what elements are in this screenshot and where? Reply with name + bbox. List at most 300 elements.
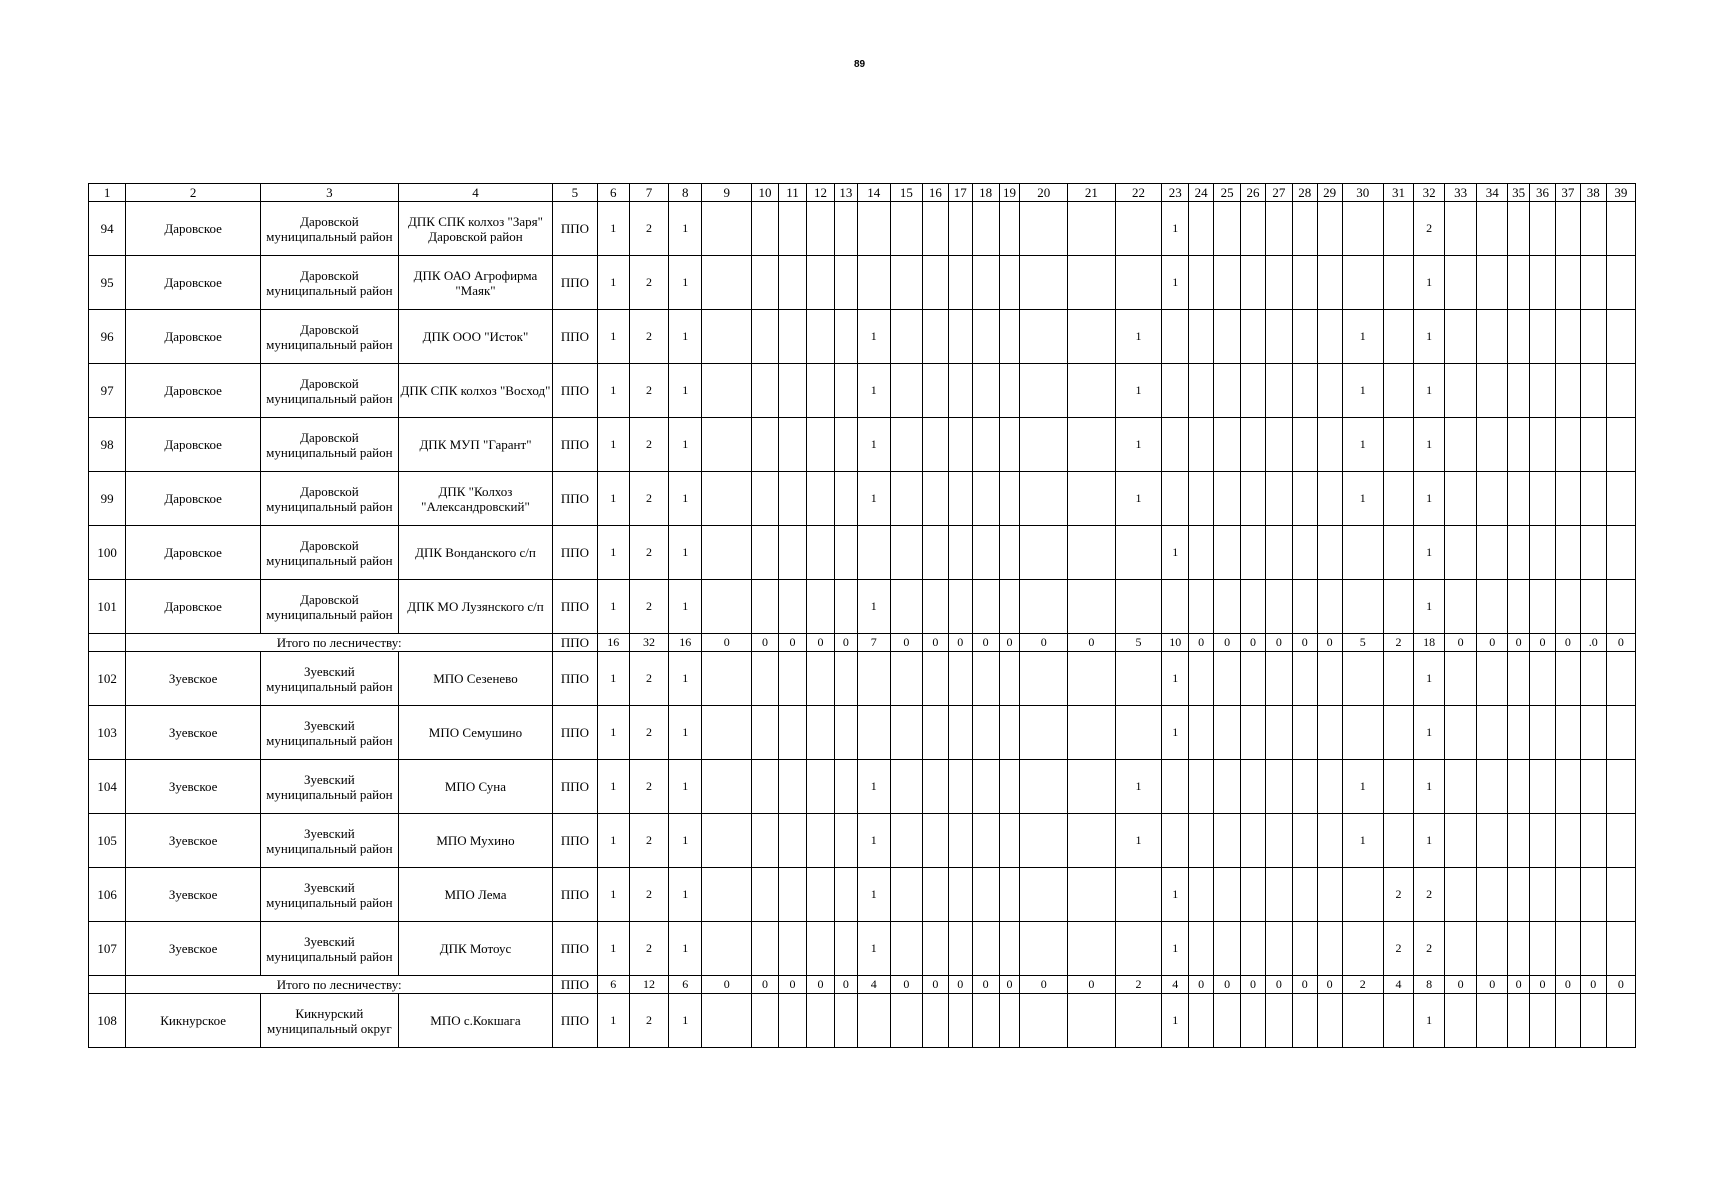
value-cell-col-8: 1 [669,364,702,418]
value-cell-col-24 [1189,580,1214,634]
district-cell: Даровской муниципальный район [260,364,398,418]
type-cell: ППО [553,922,598,976]
value-cell-col-7: 2 [629,202,668,256]
value-cell-col-30 [1342,580,1383,634]
value-cell-col-32: 1 [1414,364,1445,418]
value-cell-col-39 [1606,706,1635,760]
value-cell-col-27 [1265,526,1292,580]
total-value-cell-col-11: 0 [779,634,807,652]
type-cell: ППО [553,868,598,922]
value-cell-col-33 [1445,202,1477,256]
value-cell-col-16 [922,202,948,256]
value-cell-col-39 [1606,526,1635,580]
value-cell-col-7: 2 [629,814,668,868]
total-value-cell-col-32: 8 [1414,976,1445,994]
district-cell: Зуевский муниципальный район [260,706,398,760]
total-value-cell-col-26: 0 [1241,976,1266,994]
type-cell: ППО [553,418,598,472]
value-cell-col-13 [834,814,857,868]
column-header-12: 12 [806,184,834,202]
value-cell-col-9 [702,418,752,472]
value-cell-col-32: 1 [1414,310,1445,364]
value-cell-col-21 [1068,364,1116,418]
value-cell-col-9 [702,580,752,634]
value-cell-col-12 [806,526,834,580]
value-cell-col-27 [1265,706,1292,760]
value-cell-col-12 [806,706,834,760]
total-value-cell-col-14: 7 [857,634,890,652]
value-cell-col-30 [1342,526,1383,580]
type-cell: ППО [553,202,598,256]
value-cell-col-10 [752,364,779,418]
value-cell-col-18 [972,994,999,1048]
value-cell-col-19 [999,364,1020,418]
value-cell-col-11 [779,706,807,760]
value-cell-col-27 [1265,760,1292,814]
forestry-cell: Зуевское [126,814,261,868]
value-cell-col-36 [1530,652,1556,706]
value-cell-col-24 [1189,922,1214,976]
type-cell: ППО [553,364,598,418]
value-cell-col-18 [972,706,999,760]
total-value-cell-col-23: 10 [1162,634,1189,652]
value-cell-col-27 [1265,256,1292,310]
value-cell-col-24 [1189,994,1214,1048]
organization-cell: МПО с.Кокшага [398,994,552,1048]
value-cell-col-18 [972,202,999,256]
value-cell-col-25 [1214,580,1241,634]
value-cell-col-39 [1606,760,1635,814]
value-cell-col-27 [1265,652,1292,706]
value-cell-col-10 [752,814,779,868]
value-cell-col-18 [972,922,999,976]
forestry-cell: Даровское [126,418,261,472]
value-cell-col-25 [1214,706,1241,760]
value-cell-col-15 [890,364,922,418]
column-header-35: 35 [1508,184,1530,202]
value-cell-col-13 [834,580,857,634]
table-row [89,706,1636,760]
value-cell-col-21 [1068,706,1116,760]
value-cell-col-28 [1292,526,1317,580]
value-cell-col-31 [1383,526,1413,580]
district-cell: Даровской муниципальный район [260,310,398,364]
value-cell-col-36 [1530,418,1556,472]
value-cell-col-7: 2 [629,652,668,706]
column-header-33: 33 [1445,184,1477,202]
value-cell-col-6: 1 [597,814,629,868]
district-cell: Зуевский муниципальный район [260,814,398,868]
value-cell-col-24 [1189,760,1214,814]
column-header-31: 31 [1383,184,1413,202]
value-cell-col-17 [948,526,972,580]
value-cell-col-9 [702,994,752,1048]
forestry-cell: Зуевское [126,760,261,814]
value-cell-col-30 [1342,922,1383,976]
value-cell-col-8: 1 [669,994,702,1048]
value-cell-col-23: 1 [1162,922,1189,976]
value-cell-col-6: 1 [597,760,629,814]
value-cell-col-17 [948,706,972,760]
value-cell-col-32: 2 [1414,922,1445,976]
total-value-cell-col-21: 0 [1068,634,1116,652]
column-header-9: 9 [702,184,752,202]
value-cell-col-24 [1189,472,1214,526]
value-cell-col-17 [948,652,972,706]
total-value-cell-col-7: 12 [629,976,668,994]
total-value-cell-col-6: 16 [597,634,629,652]
value-cell-col-6: 1 [597,994,629,1048]
value-cell-col-16 [922,418,948,472]
value-cell-col-22 [1115,580,1162,634]
value-cell-col-23: 1 [1162,868,1189,922]
value-cell-col-20 [1020,760,1068,814]
value-cell-col-31 [1383,652,1413,706]
value-cell-col-6: 1 [597,256,629,310]
value-cell-col-19 [999,256,1020,310]
value-cell-col-13 [834,202,857,256]
value-cell-col-30 [1342,202,1383,256]
value-cell-col-35 [1508,256,1530,310]
column-header-20: 20 [1020,184,1068,202]
total-value-cell-col-36: 0 [1530,634,1556,652]
value-cell-col-21 [1068,760,1116,814]
value-cell-col-13 [834,994,857,1048]
value-cell-col-7: 2 [629,760,668,814]
value-cell-col-25 [1214,310,1241,364]
column-header-26: 26 [1241,184,1266,202]
value-cell-col-28 [1292,418,1317,472]
value-cell-col-29 [1317,760,1342,814]
value-cell-col-14: 1 [857,310,890,364]
value-cell-col-25 [1214,364,1241,418]
value-cell-col-30 [1342,994,1383,1048]
total-value-cell-col-39: 0 [1606,634,1635,652]
value-cell-col-28 [1292,868,1317,922]
value-cell-col-34 [1477,868,1508,922]
value-cell-col-37 [1555,814,1580,868]
value-cell-col-31 [1383,256,1413,310]
row-number-cell: 108 [89,994,126,1048]
forestry-cell: Зуевское [126,922,261,976]
value-cell-col-9 [702,526,752,580]
value-cell-col-25 [1214,202,1241,256]
forestry-cell: Зуевское [126,706,261,760]
value-cell-col-11 [779,760,807,814]
value-cell-col-20 [1020,580,1068,634]
total-value-cell-col-19: 0 [999,634,1020,652]
value-cell-col-26 [1241,814,1266,868]
value-cell-col-23 [1162,580,1189,634]
value-cell-col-22: 1 [1115,418,1162,472]
row-number-cell: 107 [89,922,126,976]
page-number: 89 [853,59,866,70]
value-cell-col-20 [1020,868,1068,922]
column-header-29: 29 [1317,184,1342,202]
total-value-cell-col-33: 0 [1445,634,1477,652]
value-cell-col-23: 1 [1162,652,1189,706]
value-cell-col-20 [1020,814,1068,868]
value-cell-col-10 [752,310,779,364]
value-cell-col-19 [999,652,1020,706]
row-number-cell: 94 [89,202,126,256]
value-cell-col-35 [1508,202,1530,256]
value-cell-col-16 [922,580,948,634]
value-cell-col-18 [972,256,999,310]
value-cell-col-36 [1530,814,1556,868]
value-cell-col-25 [1214,526,1241,580]
value-cell-col-32: 1 [1414,760,1445,814]
value-cell-col-13 [834,868,857,922]
value-cell-col-21 [1068,922,1116,976]
row-number-cell: 105 [89,814,126,868]
table-row [89,814,1636,868]
value-cell-col-33 [1445,814,1477,868]
value-cell-col-25 [1214,994,1241,1048]
value-cell-col-16 [922,706,948,760]
organization-cell: ДПК СПК колхоз "Заря" Даровской район [398,202,552,256]
value-cell-col-24 [1189,256,1214,310]
column-header-32: 32 [1414,184,1445,202]
value-cell-col-17 [948,922,972,976]
value-cell-col-21 [1068,472,1116,526]
total-value-cell-col-39: 0 [1606,976,1635,994]
value-cell-col-9 [702,256,752,310]
column-header-11: 11 [779,184,807,202]
table-row [89,418,1636,472]
value-cell-col-6: 1 [597,202,629,256]
value-cell-col-33 [1445,526,1477,580]
value-cell-col-17 [948,472,972,526]
value-cell-col-26 [1241,472,1266,526]
value-cell-col-37 [1555,364,1580,418]
value-cell-col-6: 1 [597,472,629,526]
value-cell-col-39 [1606,652,1635,706]
value-cell-col-21 [1068,580,1116,634]
value-cell-col-37 [1555,472,1580,526]
value-cell-col-33 [1445,418,1477,472]
total-value-cell-col-12: 0 [806,976,834,994]
value-cell-col-23: 1 [1162,706,1189,760]
value-cell-col-19 [999,814,1020,868]
value-cell-col-35 [1508,418,1530,472]
value-cell-col-26 [1241,922,1266,976]
total-type-cell: ППО [553,634,598,652]
value-cell-col-13 [834,418,857,472]
value-cell-col-39 [1606,994,1635,1048]
value-cell-col-39 [1606,310,1635,364]
column-header-23: 23 [1162,184,1189,202]
column-header-21: 21 [1068,184,1116,202]
value-cell-col-17 [948,580,972,634]
value-cell-col-12 [806,922,834,976]
value-cell-col-14: 1 [857,868,890,922]
district-cell: Даровской муниципальный район [260,526,398,580]
value-cell-col-35 [1508,364,1530,418]
value-cell-col-7: 2 [629,310,668,364]
value-cell-col-10 [752,868,779,922]
value-cell-col-30: 1 [1342,814,1383,868]
value-cell-col-6: 1 [597,652,629,706]
forestry-total-row [89,634,1636,652]
value-cell-col-19 [999,310,1020,364]
value-cell-col-20 [1020,418,1068,472]
value-cell-col-8: 1 [669,706,702,760]
value-cell-col-18 [972,310,999,364]
total-value-cell-col-17: 0 [948,634,972,652]
row-number-cell: 98 [89,418,126,472]
column-header-1: 1 [89,184,126,202]
value-cell-col-39 [1606,256,1635,310]
value-cell-col-30: 1 [1342,310,1383,364]
value-cell-col-25 [1214,418,1241,472]
total-value-cell-col-7: 32 [629,634,668,652]
value-cell-col-12 [806,814,834,868]
value-cell-col-18 [972,868,999,922]
organization-cell: ДПК "Колхоз "Александровский" [398,472,552,526]
value-cell-col-35 [1508,310,1530,364]
total-value-cell-col-38: .0 [1580,634,1606,652]
value-cell-col-7: 2 [629,922,668,976]
type-cell: ППО [553,994,598,1048]
total-value-cell-col-34: 0 [1477,634,1508,652]
total-value-cell-col-24: 0 [1189,634,1214,652]
forestry-cell: Даровское [126,580,261,634]
total-value-cell-col-38: 0 [1580,976,1606,994]
value-cell-col-36 [1530,760,1556,814]
value-cell-col-6: 1 [597,364,629,418]
value-cell-col-23 [1162,760,1189,814]
value-cell-col-18 [972,760,999,814]
value-cell-col-6: 1 [597,310,629,364]
value-cell-col-29 [1317,868,1342,922]
value-cell-col-7: 2 [629,418,668,472]
row-number-cell: 97 [89,364,126,418]
value-cell-col-25 [1214,652,1241,706]
organization-cell: МПО Семушино [398,706,552,760]
value-cell-col-38 [1580,418,1606,472]
value-cell-col-15 [890,418,922,472]
value-cell-col-27 [1265,202,1292,256]
total-value-cell-col-16: 0 [922,634,948,652]
value-cell-col-37 [1555,526,1580,580]
total-value-cell-col-18: 0 [972,976,999,994]
value-cell-col-14 [857,706,890,760]
value-cell-col-6: 1 [597,526,629,580]
value-cell-col-23 [1162,814,1189,868]
value-cell-col-33 [1445,652,1477,706]
total-value-cell-col-23: 4 [1162,976,1189,994]
value-cell-col-16 [922,364,948,418]
value-cell-col-7: 2 [629,364,668,418]
district-cell: Зуевский муниципальный район [260,868,398,922]
value-cell-col-27 [1265,364,1292,418]
value-cell-col-12 [806,994,834,1048]
column-header-10: 10 [752,184,779,202]
value-cell-col-20 [1020,652,1068,706]
total-value-cell-col-31: 2 [1383,634,1413,652]
district-cell: Даровской муниципальный район [260,472,398,526]
value-cell-col-38 [1580,652,1606,706]
value-cell-col-12 [806,256,834,310]
value-cell-col-32: 2 [1414,202,1445,256]
value-cell-col-13 [834,760,857,814]
value-cell-col-11 [779,922,807,976]
value-cell-col-34 [1477,994,1508,1048]
value-cell-col-9 [702,922,752,976]
value-cell-col-7: 2 [629,706,668,760]
total-value-cell-col-30: 5 [1342,634,1383,652]
value-cell-col-32: 1 [1414,994,1445,1048]
value-cell-col-28 [1292,256,1317,310]
organization-cell: ДПК СПК колхоз "Восход" [398,364,552,418]
value-cell-col-13 [834,472,857,526]
value-cell-col-29 [1317,256,1342,310]
value-cell-col-16 [922,256,948,310]
organization-cell: МПО Суна [398,760,552,814]
column-header-30: 30 [1342,184,1383,202]
value-cell-col-11 [779,652,807,706]
value-cell-col-34 [1477,418,1508,472]
total-value-cell-col-13: 0 [834,634,857,652]
value-cell-col-31 [1383,418,1413,472]
column-header-5: 5 [553,184,598,202]
value-cell-col-10 [752,472,779,526]
value-cell-col-38 [1580,922,1606,976]
value-cell-col-22: 1 [1115,760,1162,814]
type-cell: ППО [553,760,598,814]
value-cell-col-36 [1530,202,1556,256]
table-row [89,364,1636,418]
value-cell-col-9 [702,706,752,760]
value-cell-col-34 [1477,472,1508,526]
value-cell-col-19 [999,760,1020,814]
value-cell-col-30: 1 [1342,760,1383,814]
column-header-17: 17 [948,184,972,202]
value-cell-col-8: 1 [669,760,702,814]
organization-cell: ДПК ООО "Исток" [398,310,552,364]
value-cell-col-38 [1580,202,1606,256]
table-row [89,472,1636,526]
value-cell-col-32: 1 [1414,526,1445,580]
total-value-cell-col-24: 0 [1189,976,1214,994]
value-cell-col-16 [922,760,948,814]
forestry-cell: Даровское [126,310,261,364]
total-value-cell-col-9: 0 [702,634,752,652]
value-cell-col-28 [1292,706,1317,760]
value-cell-col-28 [1292,580,1317,634]
value-cell-col-31: 2 [1383,922,1413,976]
value-cell-col-15 [890,202,922,256]
value-cell-col-31 [1383,472,1413,526]
total-value-cell-col-22: 2 [1115,976,1162,994]
value-cell-col-11 [779,310,807,364]
value-cell-col-33 [1445,310,1477,364]
column-header-27: 27 [1265,184,1292,202]
column-header-22: 22 [1115,184,1162,202]
value-cell-col-13 [834,652,857,706]
value-cell-col-34 [1477,310,1508,364]
value-cell-col-35 [1508,526,1530,580]
value-cell-col-31 [1383,364,1413,418]
forestry-cell: Зуевское [126,868,261,922]
value-cell-col-38 [1580,994,1606,1048]
value-cell-col-23: 1 [1162,994,1189,1048]
value-cell-col-35 [1508,652,1530,706]
total-value-cell-col-31: 4 [1383,976,1413,994]
value-cell-col-27 [1265,922,1292,976]
table-row [89,202,1636,256]
